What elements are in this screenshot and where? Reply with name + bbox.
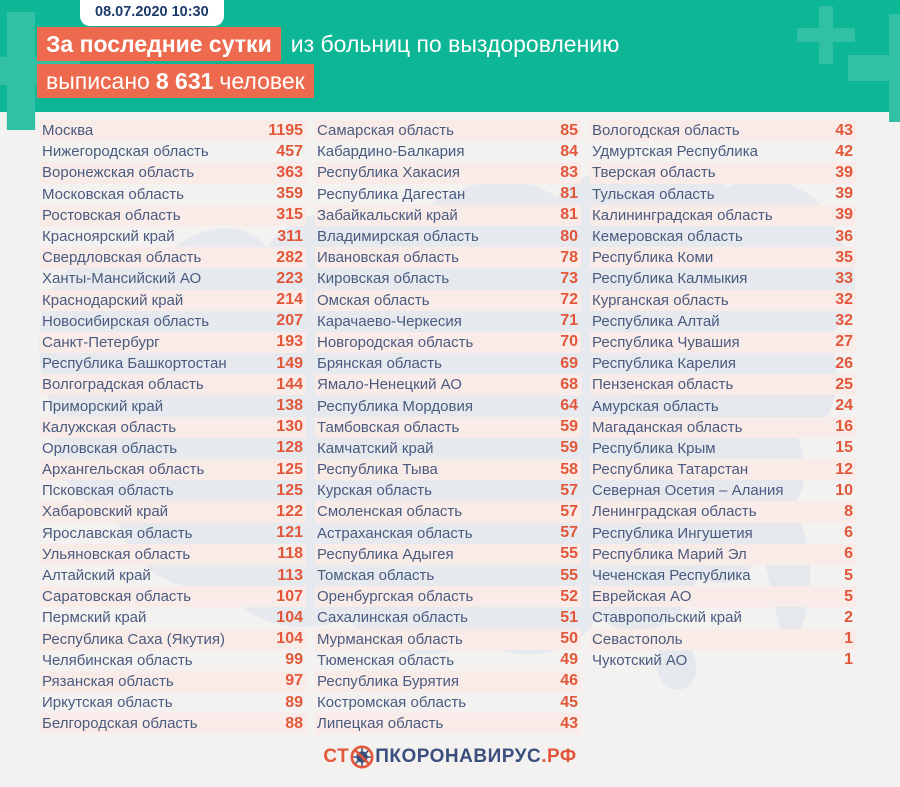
region-name: Томская область <box>317 567 435 585</box>
region-row <box>590 650 856 671</box>
region-name: Самарская область <box>317 122 454 140</box>
region-row <box>40 692 306 713</box>
region-name: Чукотский АО <box>592 651 688 669</box>
region-value: 81 <box>560 206 578 224</box>
region-row <box>315 544 581 565</box>
region-name: Ярославская область <box>42 524 193 542</box>
region-row <box>315 120 581 141</box>
region-row <box>315 374 581 395</box>
region-value: 10 <box>835 481 853 499</box>
region-value: 97 <box>285 672 303 690</box>
region-row <box>315 184 581 205</box>
region-row <box>590 120 856 141</box>
region-row <box>315 629 581 650</box>
region-name: Севастополь <box>592 630 683 648</box>
region-row <box>590 395 856 416</box>
region-name: Орловская область <box>42 439 178 457</box>
headline-highlight <box>37 64 314 98</box>
region-value: 363 <box>276 163 303 181</box>
region-value: 70 <box>560 333 578 351</box>
region-row <box>40 332 306 353</box>
logo-text: СТ <box>323 746 350 767</box>
region-row <box>40 650 306 671</box>
region-row <box>590 586 856 607</box>
region-row <box>315 650 581 671</box>
region-name: Кировская область <box>317 270 450 288</box>
region-name: Республика Башкортостан <box>42 355 227 373</box>
region-name: Челябинская область <box>42 651 193 669</box>
region-name: Республика Алтай <box>592 312 720 330</box>
region-row <box>590 374 856 395</box>
region-row <box>590 162 856 183</box>
region-column-1 <box>40 120 306 734</box>
discharged-total: 8 631 <box>155 68 214 94</box>
plus-icon <box>848 14 900 122</box>
region-name: Сахалинская область <box>317 609 468 627</box>
region-value: 64 <box>560 397 578 415</box>
region-name: Республика Марий Эл <box>592 545 747 563</box>
region-name: Пензенская область <box>592 376 734 394</box>
region-value: 73 <box>560 269 578 287</box>
region-value: 1195 <box>268 121 303 139</box>
region-name: Московская область <box>42 185 184 203</box>
region-value: 46 <box>560 672 578 690</box>
region-row <box>40 290 306 311</box>
region-row <box>40 395 306 416</box>
region-value: 89 <box>285 693 303 711</box>
region-row <box>590 226 856 247</box>
region-value: 1 <box>844 630 853 648</box>
region-value: 144 <box>276 375 303 393</box>
region-name: Забайкальский край <box>317 206 458 224</box>
region-name: Камчатский край <box>317 439 434 457</box>
region-value: 58 <box>560 460 578 478</box>
region-name: Удмуртская Республика <box>592 143 758 161</box>
region-value: 69 <box>560 354 578 372</box>
region-name: Республика Ингушетия <box>592 524 753 542</box>
region-row <box>315 501 581 522</box>
region-name: Карачаево-Черкесия <box>317 312 462 330</box>
region-value: 57 <box>560 502 578 520</box>
no-virus-icon <box>350 745 374 769</box>
region-row <box>590 459 856 480</box>
region-value: 122 <box>276 502 303 520</box>
region-row <box>40 565 306 586</box>
region-value: 315 <box>276 206 303 224</box>
region-row <box>590 565 856 586</box>
region-name: Амурская область <box>592 397 719 415</box>
region-row <box>40 523 306 544</box>
region-name: Тульская область <box>592 185 715 203</box>
region-row <box>40 226 306 247</box>
region-value: 85 <box>560 121 578 139</box>
region-value: 207 <box>276 312 303 330</box>
region-value: 104 <box>276 608 303 626</box>
region-name: Алтайский край <box>42 567 151 585</box>
region-value: 125 <box>276 481 303 499</box>
region-value: 52 <box>560 587 578 605</box>
region-name: Ульяновская область <box>42 545 191 563</box>
region-name: Белгородская область <box>42 715 198 733</box>
region-name: Курганская область <box>592 291 729 309</box>
region-value: 32 <box>835 291 853 309</box>
region-value: 214 <box>276 291 303 309</box>
region-value: 43 <box>835 121 853 139</box>
region-row <box>315 141 581 162</box>
region-row <box>40 438 306 459</box>
headline-word: человек <box>219 68 305 94</box>
region-row <box>315 332 581 353</box>
region-value: 71 <box>560 312 578 330</box>
footer <box>0 744 900 770</box>
region-value: 49 <box>560 651 578 669</box>
region-row <box>590 501 856 522</box>
region-name: Кемеровская область <box>592 228 743 246</box>
region-name: Владимирская область <box>317 228 479 246</box>
region-value: 359 <box>276 185 303 203</box>
region-name: Волгоградская область <box>42 376 204 394</box>
region-name: Республика Крым <box>592 439 716 457</box>
region-row <box>315 523 581 544</box>
region-row <box>40 141 306 162</box>
region-value: 39 <box>835 163 853 181</box>
region-value: 42 <box>835 142 853 160</box>
region-value: 57 <box>560 524 578 542</box>
region-value: 32 <box>835 312 853 330</box>
region-row <box>315 713 581 734</box>
region-value: 78 <box>560 248 578 266</box>
region-name: Республика Калмыкия <box>592 270 748 288</box>
region-value: 55 <box>560 566 578 584</box>
region-value: 80 <box>560 227 578 245</box>
region-name: Ханты-Мансийский АО <box>42 270 202 288</box>
region-row <box>315 290 581 311</box>
region-value: 36 <box>835 227 853 245</box>
region-value: 107 <box>276 587 303 605</box>
logo-text: ПКОРОНАВИРУС <box>375 746 542 767</box>
region-name: Нижегородская область <box>42 143 209 161</box>
region-row <box>315 607 581 628</box>
region-value: 51 <box>560 608 578 626</box>
region-name: Свердловская область <box>42 249 202 267</box>
region-name: Республика Карелия <box>592 355 736 373</box>
region-row <box>40 353 306 374</box>
region-row <box>40 459 306 480</box>
region-value: 83 <box>560 163 578 181</box>
region-row <box>40 205 306 226</box>
region-value: 282 <box>276 248 303 266</box>
region-name: Республика Бурятия <box>317 672 459 690</box>
region-row <box>590 629 856 650</box>
region-value: 39 <box>835 185 853 203</box>
region-row <box>590 438 856 459</box>
region-name: Еврейская АО <box>592 588 692 606</box>
region-name: Воронежская область <box>42 164 195 182</box>
region-value: 25 <box>835 375 853 393</box>
region-row <box>315 417 581 438</box>
region-row <box>315 205 581 226</box>
region-value: 8 <box>844 502 853 520</box>
region-value: 125 <box>276 460 303 478</box>
region-name: Ямало-Ненецкий АО <box>317 376 462 394</box>
regions-grid <box>40 120 856 734</box>
region-name: Брянская область <box>317 355 442 373</box>
region-name: Красноярский край <box>42 228 175 246</box>
region-value: 2 <box>844 608 853 626</box>
region-value: 113 <box>277 566 303 584</box>
region-row <box>315 268 581 289</box>
region-row <box>40 629 306 650</box>
region-row <box>590 290 856 311</box>
region-row <box>315 692 581 713</box>
region-row <box>590 480 856 501</box>
region-value: 6 <box>844 545 853 563</box>
region-value: 24 <box>835 397 853 415</box>
region-value: 50 <box>560 630 578 648</box>
region-name: Магаданская область <box>592 418 743 436</box>
region-value: 59 <box>560 439 578 457</box>
region-value: 12 <box>835 460 853 478</box>
region-row <box>315 311 581 332</box>
region-name: Курская область <box>317 482 432 500</box>
region-row <box>40 417 306 438</box>
date-badge: 08.07.2020 10:30 <box>80 0 224 26</box>
region-name: Калининградская область <box>592 206 773 224</box>
logo-text: .РФ <box>541 746 577 767</box>
region-name: Псковская область <box>42 482 174 500</box>
region-row <box>315 438 581 459</box>
region-name: Республика Мордовия <box>317 397 473 415</box>
region-row <box>40 268 306 289</box>
headline <box>37 27 619 98</box>
region-name: Республика Дагестан <box>317 185 466 203</box>
region-value: 1 <box>844 651 853 669</box>
region-name: Калужская область <box>42 418 177 436</box>
region-name: Республика Татарстан <box>592 461 749 479</box>
region-value: 57 <box>560 481 578 499</box>
region-row <box>315 586 581 607</box>
region-row <box>590 205 856 226</box>
region-value: 130 <box>276 418 303 436</box>
region-value: 5 <box>844 587 853 605</box>
region-name: Иркутская область <box>42 694 173 712</box>
region-row <box>40 544 306 565</box>
region-value: 99 <box>285 651 303 669</box>
region-row <box>315 480 581 501</box>
region-value: 121 <box>276 524 303 542</box>
region-name: Ставропольский край <box>592 609 742 627</box>
region-value: 15 <box>835 439 853 457</box>
region-name: Кабардино-Балкария <box>317 143 465 161</box>
region-value: 81 <box>560 185 578 203</box>
region-value: 35 <box>835 248 853 266</box>
region-name: Новосибирская область <box>42 312 210 330</box>
region-value: 88 <box>285 714 303 732</box>
region-row <box>40 480 306 501</box>
region-value: 104 <box>276 630 303 648</box>
region-value: 26 <box>835 354 853 372</box>
region-name: Ленинградская область <box>592 503 757 521</box>
region-name: Хабаровский край <box>42 503 169 521</box>
region-row <box>315 565 581 586</box>
region-row <box>40 586 306 607</box>
region-value: 39 <box>835 206 853 224</box>
region-value: 45 <box>560 693 578 711</box>
region-row <box>590 141 856 162</box>
region-name: Оренбургская область <box>317 588 474 606</box>
region-row <box>590 417 856 438</box>
region-name: Новгородская область <box>317 333 474 351</box>
region-value: 27 <box>835 333 853 351</box>
region-row <box>40 374 306 395</box>
region-name: Республика Коми <box>592 249 714 267</box>
region-row <box>590 247 856 268</box>
region-row <box>315 162 581 183</box>
region-name: Тамбовская область <box>317 418 460 436</box>
region-value: 311 <box>277 227 303 245</box>
region-value: 138 <box>276 397 303 415</box>
region-value: 223 <box>276 269 303 287</box>
region-name: Архангельская область <box>42 461 205 479</box>
region-name: Омская область <box>317 291 430 309</box>
region-name: Республика Тыва <box>317 461 438 479</box>
region-value: 68 <box>560 375 578 393</box>
region-name: Мурманская область <box>317 630 463 648</box>
region-value: 72 <box>560 291 578 309</box>
region-row <box>590 523 856 544</box>
region-row <box>590 311 856 332</box>
region-name: Вологодская область <box>592 122 740 140</box>
region-row <box>315 226 581 247</box>
region-row <box>40 162 306 183</box>
region-row <box>40 713 306 734</box>
region-name: Ростовская область <box>42 206 181 224</box>
region-name: Республика Адыгея <box>317 545 454 563</box>
region-row <box>590 607 856 628</box>
region-name: Краснодарский край <box>42 291 184 309</box>
region-value: 118 <box>277 545 303 563</box>
region-name: Липецкая область <box>317 715 444 733</box>
region-name: Рязанская область <box>42 672 174 690</box>
region-row <box>40 607 306 628</box>
region-row <box>590 544 856 565</box>
region-name: Республика Чувашия <box>592 333 740 351</box>
region-name: Костромская область <box>317 694 467 712</box>
region-row <box>40 671 306 692</box>
region-value: 128 <box>276 439 303 457</box>
region-value: 16 <box>835 418 853 436</box>
region-row <box>590 353 856 374</box>
headline-text: из больниц по выздоровлению <box>290 31 620 57</box>
plus-icon <box>797 6 855 64</box>
region-row <box>315 459 581 480</box>
region-value: 193 <box>276 333 303 351</box>
region-name: Приморский край <box>42 397 164 415</box>
region-row <box>315 395 581 416</box>
region-row <box>40 501 306 522</box>
region-value: 43 <box>560 714 578 732</box>
region-name: Чеченская Республика <box>592 567 751 585</box>
region-name: Ивановская область <box>317 249 459 267</box>
region-name: Санкт-Петербург <box>42 333 160 351</box>
region-name: Северная Осетия – Алания <box>592 482 784 500</box>
region-row <box>590 184 856 205</box>
region-row <box>40 247 306 268</box>
region-row <box>590 332 856 353</box>
region-name: Тверская область <box>592 164 716 182</box>
headline-highlight: За последние сутки <box>37 27 281 61</box>
region-value: 149 <box>276 354 303 372</box>
region-row <box>315 247 581 268</box>
headline-word: выписано <box>46 68 150 94</box>
region-name: Астраханская область <box>317 524 473 542</box>
region-value: 5 <box>844 566 853 584</box>
region-name: Тюменская область <box>317 651 455 669</box>
region-value: 59 <box>560 418 578 436</box>
region-row <box>315 671 581 692</box>
region-row <box>590 268 856 289</box>
headline-line-2 <box>37 64 619 98</box>
region-value: 55 <box>560 545 578 563</box>
region-name: Республика Саха (Якутия) <box>42 630 226 648</box>
region-column-2 <box>315 120 581 734</box>
region-value: 6 <box>844 524 853 542</box>
region-value: 33 <box>835 269 853 287</box>
region-name: Пермский край <box>42 609 147 627</box>
region-name: Москва <box>42 122 94 140</box>
stopcoronavirus-logo <box>323 744 576 770</box>
region-row <box>40 311 306 332</box>
region-column-3 <box>590 120 856 734</box>
region-name: Саратовская область <box>42 588 192 606</box>
region-row <box>315 353 581 374</box>
region-name: Смоленская область <box>317 503 463 521</box>
region-value: 84 <box>560 142 578 160</box>
headline-line-1 <box>37 27 619 61</box>
region-row <box>40 184 306 205</box>
region-name: Республика Хакасия <box>317 164 461 182</box>
region-value: 457 <box>276 142 303 160</box>
